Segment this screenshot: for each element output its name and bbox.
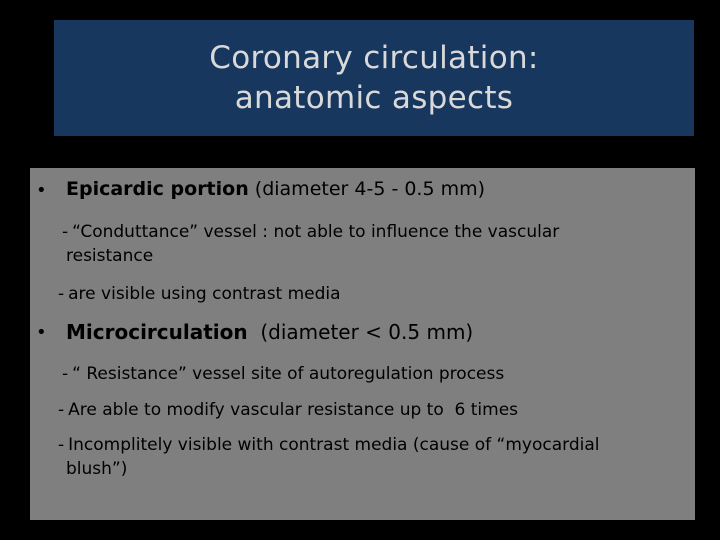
bullet-text (66, 320, 473, 344)
bullet-detail: (diameter < 0.5 mm) (247, 320, 474, 344)
slide-title-line-2: anatomic aspects (234, 80, 514, 116)
bullet-marker: • (36, 180, 47, 201)
slide-content-box (30, 168, 695, 520)
bullet-marker: • (36, 322, 47, 343)
subpoint-resistance (62, 362, 662, 386)
slide-title-line-1: Coronary circulation: (209, 40, 539, 76)
slide-title-box (54, 20, 694, 136)
subpoint-line: “Conduttance” vessel : not able to influence the vascular (72, 222, 560, 242)
subpoint-line: “ Resistance” vessel site of autoregulation process (72, 364, 505, 384)
bullet-text (66, 178, 485, 200)
subpoint-line: are visible using contrast media (68, 284, 341, 304)
subpoint-dash: - (58, 400, 65, 420)
subpoint-continuation: blush”) (66, 459, 128, 479)
subpoint-continuation: resistance (66, 246, 154, 266)
subpoint-modify-resistance (58, 398, 658, 422)
subpoint-conduttance (62, 220, 662, 268)
subpoint-incompletely-visible (58, 433, 678, 481)
subpoint-dash: - (62, 222, 69, 242)
subpoint-line: Are able to modify vascular resistance up to 6 times (68, 400, 519, 420)
subpoint-dash: - (58, 284, 65, 304)
bullet-heading: Microcirculation (66, 320, 248, 344)
subpoint-visible-contrast (58, 282, 658, 306)
subpoint-dash: - (62, 364, 69, 384)
subpoint-dash: - (58, 435, 65, 455)
bullet-heading: Epicardic portion (66, 178, 249, 200)
bullet-detail: (diameter 4-5 - 0.5 mm) (248, 178, 486, 200)
subpoint-line: Incomplitely visible with contrast media (cause of “myocardial (68, 435, 600, 455)
